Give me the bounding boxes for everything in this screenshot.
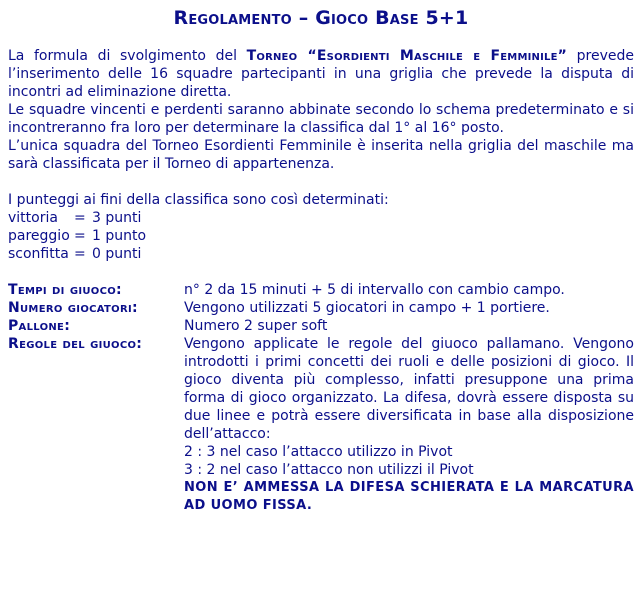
score-eq: = [74, 210, 86, 226]
defense-line-1: 2 : 3 nel caso l’attacco utilizzo in Pivot [184, 444, 453, 460]
intro-paragraph-1 [8, 47, 634, 101]
rule-value-block [184, 335, 634, 515]
torneo-name: Torneo “Esordienti Maschile e Femminile” [246, 48, 568, 64]
rule-value: Numero 2 super soft [184, 318, 328, 334]
page-title: Regolamento – Gioco Base 5+1 [173, 7, 469, 29]
score-key: sconfitta [8, 246, 69, 262]
score-value: 3 punti [92, 210, 142, 226]
rule-value: n° 2 da 15 minuti + 5 di intervallo con cambio campo. [184, 282, 565, 298]
rule-note: NON E’ AMMESSA LA DIFESA SCHIERATA E LA MARCATURA AD UOMO FISSA. [184, 480, 634, 513]
score-key: vittoria [8, 210, 58, 226]
spacer [8, 263, 634, 281]
score-row-vittoria [8, 209, 634, 227]
score-row-sconfitta [8, 245, 634, 263]
rule-giocatori [8, 299, 634, 317]
rule-label: Numero giocatori: [8, 300, 138, 316]
rule-tempi [8, 281, 634, 299]
rule-label: Pallone: [8, 318, 71, 334]
rule-pallone [8, 317, 634, 335]
spacer [8, 173, 634, 191]
rule-regole [8, 335, 634, 515]
intro-p1-before: La formula di svolgimento del [8, 48, 247, 64]
intro-paragraph-3: L’unica squadra del Torneo Esordienti Femminile è inserita nella griglia del maschile ma sarà classificata per il Torneo di appartenenza. [8, 138, 634, 172]
score-row-pareggio [8, 227, 634, 245]
score-eq: = [74, 246, 86, 262]
score-value: 0 punti [92, 246, 142, 262]
score-key: pareggio [8, 228, 70, 244]
rule-label: Tempi di giuoco: [8, 282, 122, 298]
defense-line-2: 3 : 2 nel caso l’attacco non utilizzi il Pivot [184, 462, 474, 478]
rule-value: Vengono utilizzati 5 giocatori in campo + 1 portiere. [184, 300, 550, 316]
rule-value: Vengono applicate le regole del giuoco pallamano. Vengono introdotti i primi concetti dei ruoli e delle posizioni di gioco. Il gioco diventa più complesso, infatti presuppone una prima forma di gioco organizzato. La difesa, dovrà essere disposta su due linee e potrà essere diversificata in base alla disposizione dell’attacco: [184, 336, 634, 442]
rule-label: Regole del giuoco: [8, 336, 143, 352]
score-eq: = [74, 228, 86, 244]
intro-paragraph-2: Le squadre vincenti e perdenti saranno abbinate secondo lo schema predeterminato e si incontreranno fra loro per determinare la classifica dal 1° al 16° posto. [8, 102, 634, 136]
score-value: 1 punto [92, 228, 147, 244]
scoring-heading: I punteggi ai fini della classifica sono così determinati: [8, 192, 389, 208]
intro-p1-after: prevede l’inserimento delle 16 squadre partecipanti in una griglia che prevede la disputa di incontri ad eliminazione diretta. [8, 48, 634, 100]
